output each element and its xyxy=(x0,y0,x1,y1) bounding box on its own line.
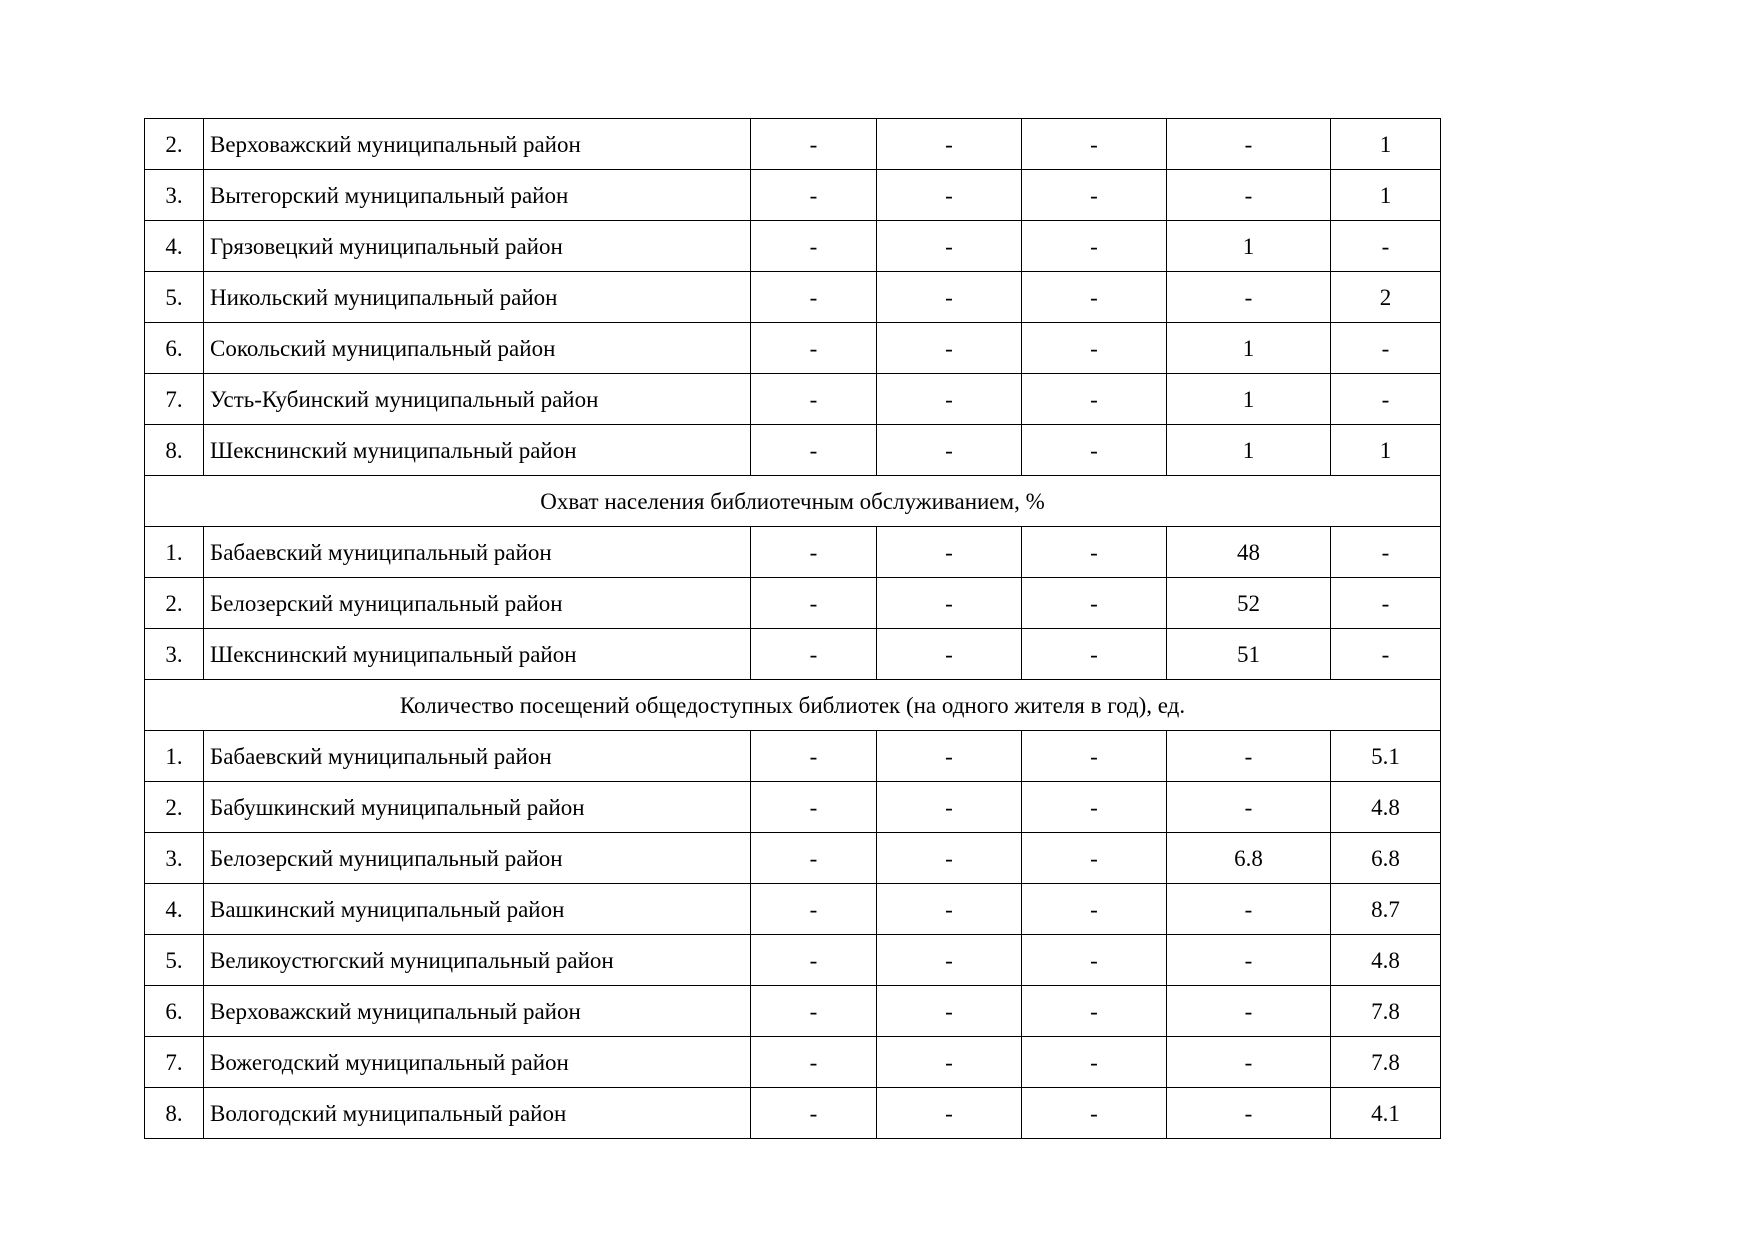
value-cell-3: - xyxy=(1022,833,1167,884)
value-cell-4: - xyxy=(1167,986,1331,1037)
value-cell-2: - xyxy=(877,425,1022,476)
value-cell-2: - xyxy=(877,1037,1022,1088)
value-cell-2: - xyxy=(877,833,1022,884)
row-number: 8. xyxy=(145,1088,204,1139)
value-cell-4: - xyxy=(1167,170,1331,221)
value-cell-3: - xyxy=(1022,119,1167,170)
value-cell-4: 1 xyxy=(1167,221,1331,272)
district-name: Усть-Кубинский муниципальный район xyxy=(204,374,751,425)
table-row xyxy=(145,170,1441,221)
value-cell-3: - xyxy=(1022,935,1167,986)
value-cell-3: - xyxy=(1022,221,1167,272)
table-row xyxy=(145,323,1441,374)
value-cell-2: - xyxy=(877,1088,1022,1139)
value-cell-2: - xyxy=(877,578,1022,629)
value-cell-3: - xyxy=(1022,986,1167,1037)
value-cell-3: - xyxy=(1022,272,1167,323)
value-cell-3: - xyxy=(1022,1037,1167,1088)
district-name: Белозерский муниципальный район xyxy=(204,833,751,884)
district-name: Вашкинский муниципальный район xyxy=(204,884,751,935)
value-cell-3: - xyxy=(1022,731,1167,782)
data-table xyxy=(144,118,1441,1139)
table-row xyxy=(145,986,1441,1037)
section-heading: Охват населения библиотечным обслуживанием, % xyxy=(145,476,1441,527)
value-cell-4: 6.8 xyxy=(1167,833,1331,884)
district-name: Шекснинский муниципальный район xyxy=(204,425,751,476)
section-heading-row xyxy=(145,680,1441,731)
row-number: 1. xyxy=(145,527,204,578)
value-cell-1: - xyxy=(751,833,877,884)
value-cell-1: - xyxy=(751,935,877,986)
district-name: Грязовецкий муниципальный район xyxy=(204,221,751,272)
table-row xyxy=(145,629,1441,680)
value-cell-5: - xyxy=(1331,629,1441,680)
table-row xyxy=(145,221,1441,272)
row-number: 7. xyxy=(145,374,204,425)
table-row xyxy=(145,272,1441,323)
value-cell-2: - xyxy=(877,935,1022,986)
row-number: 5. xyxy=(145,935,204,986)
value-cell-1: - xyxy=(751,221,877,272)
table-row xyxy=(145,1088,1441,1139)
value-cell-5: 1 xyxy=(1331,170,1441,221)
value-cell-2: - xyxy=(877,272,1022,323)
district-name: Бабушкинский муниципальный район xyxy=(204,782,751,833)
value-cell-3: - xyxy=(1022,884,1167,935)
value-cell-5: 7.8 xyxy=(1331,986,1441,1037)
value-cell-3: - xyxy=(1022,629,1167,680)
row-number: 8. xyxy=(145,425,204,476)
row-number: 3. xyxy=(145,833,204,884)
table-row xyxy=(145,119,1441,170)
value-cell-1: - xyxy=(751,884,877,935)
value-cell-2: - xyxy=(877,323,1022,374)
value-cell-5: 2 xyxy=(1331,272,1441,323)
table-row xyxy=(145,833,1441,884)
section-heading-row xyxy=(145,476,1441,527)
value-cell-2: - xyxy=(877,782,1022,833)
value-cell-5: - xyxy=(1331,323,1441,374)
district-name: Великоустюгский муниципальный район xyxy=(204,935,751,986)
value-cell-1: - xyxy=(751,170,877,221)
table-row xyxy=(145,1037,1441,1088)
district-name: Вологодский муниципальный район xyxy=(204,1088,751,1139)
row-number: 2. xyxy=(145,782,204,833)
value-cell-2: - xyxy=(877,221,1022,272)
table-row xyxy=(145,731,1441,782)
value-cell-4: - xyxy=(1167,119,1331,170)
value-cell-4: 52 xyxy=(1167,578,1331,629)
value-cell-1: - xyxy=(751,986,877,1037)
table-row xyxy=(145,374,1441,425)
value-cell-2: - xyxy=(877,170,1022,221)
value-cell-4: - xyxy=(1167,1037,1331,1088)
row-number: 5. xyxy=(145,272,204,323)
value-cell-4: 1 xyxy=(1167,374,1331,425)
table-body xyxy=(145,119,1441,1139)
value-cell-2: - xyxy=(877,374,1022,425)
district-name: Никольский муниципальный район xyxy=(204,272,751,323)
value-cell-3: - xyxy=(1022,425,1167,476)
value-cell-4: 1 xyxy=(1167,425,1331,476)
value-cell-3: - xyxy=(1022,1088,1167,1139)
table-row xyxy=(145,782,1441,833)
value-cell-3: - xyxy=(1022,170,1167,221)
value-cell-1: - xyxy=(751,731,877,782)
row-number: 3. xyxy=(145,170,204,221)
value-cell-5: 5.1 xyxy=(1331,731,1441,782)
value-cell-3: - xyxy=(1022,323,1167,374)
table-row xyxy=(145,527,1441,578)
value-cell-5: 4.8 xyxy=(1331,782,1441,833)
value-cell-1: - xyxy=(751,1088,877,1139)
district-name: Белозерский муниципальный район xyxy=(204,578,751,629)
value-cell-1: - xyxy=(751,782,877,833)
value-cell-1: - xyxy=(751,578,877,629)
row-number: 1. xyxy=(145,731,204,782)
table-row xyxy=(145,935,1441,986)
value-cell-1: - xyxy=(751,119,877,170)
district-name: Вожегодский муниципальный район xyxy=(204,1037,751,1088)
value-cell-1: - xyxy=(751,1037,877,1088)
row-number: 6. xyxy=(145,986,204,1037)
district-name: Вытегорский муниципальный район xyxy=(204,170,751,221)
value-cell-5: 4.8 xyxy=(1331,935,1441,986)
value-cell-4: - xyxy=(1167,731,1331,782)
value-cell-4: - xyxy=(1167,782,1331,833)
district-name: Верховажский муниципальный район xyxy=(204,986,751,1037)
value-cell-5: - xyxy=(1331,374,1441,425)
value-cell-5: - xyxy=(1331,578,1441,629)
value-cell-1: - xyxy=(751,629,877,680)
value-cell-4: - xyxy=(1167,884,1331,935)
value-cell-2: - xyxy=(877,986,1022,1037)
value-cell-3: - xyxy=(1022,527,1167,578)
value-cell-5: 7.8 xyxy=(1331,1037,1441,1088)
value-cell-5: 1 xyxy=(1331,119,1441,170)
value-cell-5: 8.7 xyxy=(1331,884,1441,935)
value-cell-1: - xyxy=(751,425,877,476)
value-cell-3: - xyxy=(1022,782,1167,833)
value-cell-4: - xyxy=(1167,935,1331,986)
value-cell-3: - xyxy=(1022,374,1167,425)
value-cell-2: - xyxy=(877,629,1022,680)
table-row xyxy=(145,578,1441,629)
section-heading: Количество посещений общедоступных библиотек (на одного жителя в год), ед. xyxy=(145,680,1441,731)
value-cell-5: - xyxy=(1331,221,1441,272)
row-number: 2. xyxy=(145,119,204,170)
district-name: Сокольский муниципальный район xyxy=(204,323,751,374)
district-name: Бабаевский муниципальный район xyxy=(204,527,751,578)
value-cell-4: 48 xyxy=(1167,527,1331,578)
value-cell-1: - xyxy=(751,323,877,374)
district-name: Бабаевский муниципальный район xyxy=(204,731,751,782)
table-row xyxy=(145,884,1441,935)
value-cell-4: - xyxy=(1167,1088,1331,1139)
district-name: Верховажский муниципальный район xyxy=(204,119,751,170)
value-cell-4: 51 xyxy=(1167,629,1331,680)
value-cell-4: 1 xyxy=(1167,323,1331,374)
value-cell-2: - xyxy=(877,731,1022,782)
row-number: 2. xyxy=(145,578,204,629)
value-cell-5: 1 xyxy=(1331,425,1441,476)
value-cell-3: - xyxy=(1022,578,1167,629)
value-cell-1: - xyxy=(751,527,877,578)
district-name: Шекснинский муниципальный район xyxy=(204,629,751,680)
value-cell-4: - xyxy=(1167,272,1331,323)
value-cell-1: - xyxy=(751,374,877,425)
value-cell-2: - xyxy=(877,527,1022,578)
value-cell-2: - xyxy=(877,119,1022,170)
value-cell-5: 6.8 xyxy=(1331,833,1441,884)
row-number: 4. xyxy=(145,221,204,272)
table-row xyxy=(145,425,1441,476)
value-cell-5: - xyxy=(1331,527,1441,578)
row-number: 3. xyxy=(145,629,204,680)
row-number: 4. xyxy=(145,884,204,935)
row-number: 7. xyxy=(145,1037,204,1088)
value-cell-2: - xyxy=(877,884,1022,935)
value-cell-5: 4.1 xyxy=(1331,1088,1441,1139)
row-number: 6. xyxy=(145,323,204,374)
value-cell-1: - xyxy=(751,272,877,323)
